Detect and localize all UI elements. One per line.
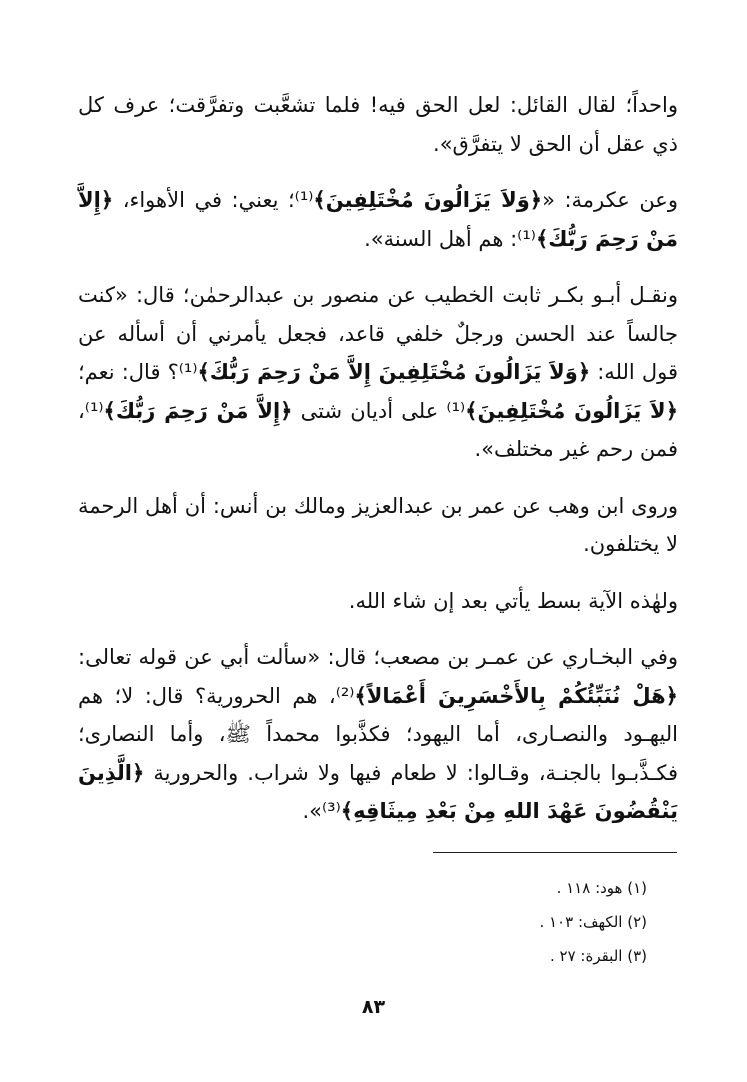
page-body <box>78 86 678 849</box>
paragraph-2 <box>78 181 678 258</box>
text-run: ولهٰذه الآية بسط يأتي بعد إن شاء الله. <box>348 588 678 613</box>
footnote-3: (٣) البقرة: ٢٧ . <box>549 947 647 965</box>
text-run: ونقـل أبـو بكـر ثابت الخطيب عن منصور بن عبدالرحمٰن؛ قال: «كنت جالساً عند الحسن ورجلٌ خلفي قاعد، فجعل يأمرني أن أسأله عن قول الله: <box>78 283 678 384</box>
text-run: ⁽¹⁾؟ قال: نعم؛ <box>78 360 198 384</box>
quran-verse: ﴿إِلاَّ مَنْ رَحِمَ رَبُّكَ﴾ <box>78 188 678 251</box>
text-run: ⁽²⁾، هم الحرورية؟ قال: لا؛ هم اليهـود والنصـارى، أما اليهود؛ فكذَّبوا محمداً ﷺ، وأما النصارى؛ فكـذَّبـوا بالجنـة، وقـالوا: لا طعام فيها ولا شراب. والحرورية <box>78 683 678 785</box>
text-run: ⁽¹⁾، فمن رحم غير مختلف». <box>78 398 678 461</box>
text-run: واحداً؛ لقال القائل: لعل الحق فيه! فلما تشعَّبت وتفرَّقت؛ عرف كل ذي عقل أن الحق لا يتفرَّق». <box>78 93 678 156</box>
paragraph-1 <box>78 86 678 163</box>
text-run: ⁽¹⁾ على أديان شتى <box>292 398 466 423</box>
text-run: ⁽¹⁾: هم أهل السنة». <box>364 226 536 251</box>
text-run: ⁽³⁾». <box>302 799 341 823</box>
text-run: ⁽¹⁾؛ يعني: في الأهواء، <box>113 188 314 212</box>
page-number: ٨٣ <box>361 996 386 1018</box>
paragraph-4 <box>78 487 678 564</box>
quran-verse: ﴿إِلاَّ مَنْ رَحِمَ رَبُّكَ﴾ <box>103 398 293 423</box>
paragraph-5 <box>78 582 678 621</box>
footnotes <box>433 852 677 973</box>
paragraph-3 <box>78 276 678 469</box>
paragraph-6 <box>78 638 678 831</box>
quran-verse: ﴿وَلاَ يَزَالُونَ مُخْتَلِفِينَ﴾ <box>313 188 543 212</box>
text-run: وعن عكرمة: « <box>542 188 678 212</box>
footnote-1: (١) هود: ١١٨ . <box>556 879 647 897</box>
quran-verse: ﴿لاَ يَزَالُونَ مُخْتَلِفِينَ﴾ <box>465 398 679 423</box>
quran-verse: ﴿وَلاَ يَزَالُونَ مُخْتَلِفِينَ إِلاَّ مَنْ رَحِمَ رَبُّكَ﴾ <box>197 360 591 384</box>
text-run: وفي البخـاري عن عمـر بن مصعب؛ قال: «سألت أبي عن قوله تعالى: <box>78 645 678 669</box>
quran-verse: ﴿هَلْ نُنَبِّئُكُمْ بِالأَخْسَرِينَ أَعْمَالاً﴾ <box>354 683 678 708</box>
quran-verse: ﴿الَّذِينَ يَنْقُضُونَ عَهْدَ اللهِ مِنْ بَعْدِ مِيثَاقِهِ﴾ <box>78 760 678 823</box>
text-run: وروى ابن وهب عن عمر بن عبدالعزيز ومالك بن أنس: أن أهل الرحمة لا يختلفون. <box>78 493 678 556</box>
footnote-2: (٢) الكهف: ١٠٣ . <box>539 913 647 931</box>
